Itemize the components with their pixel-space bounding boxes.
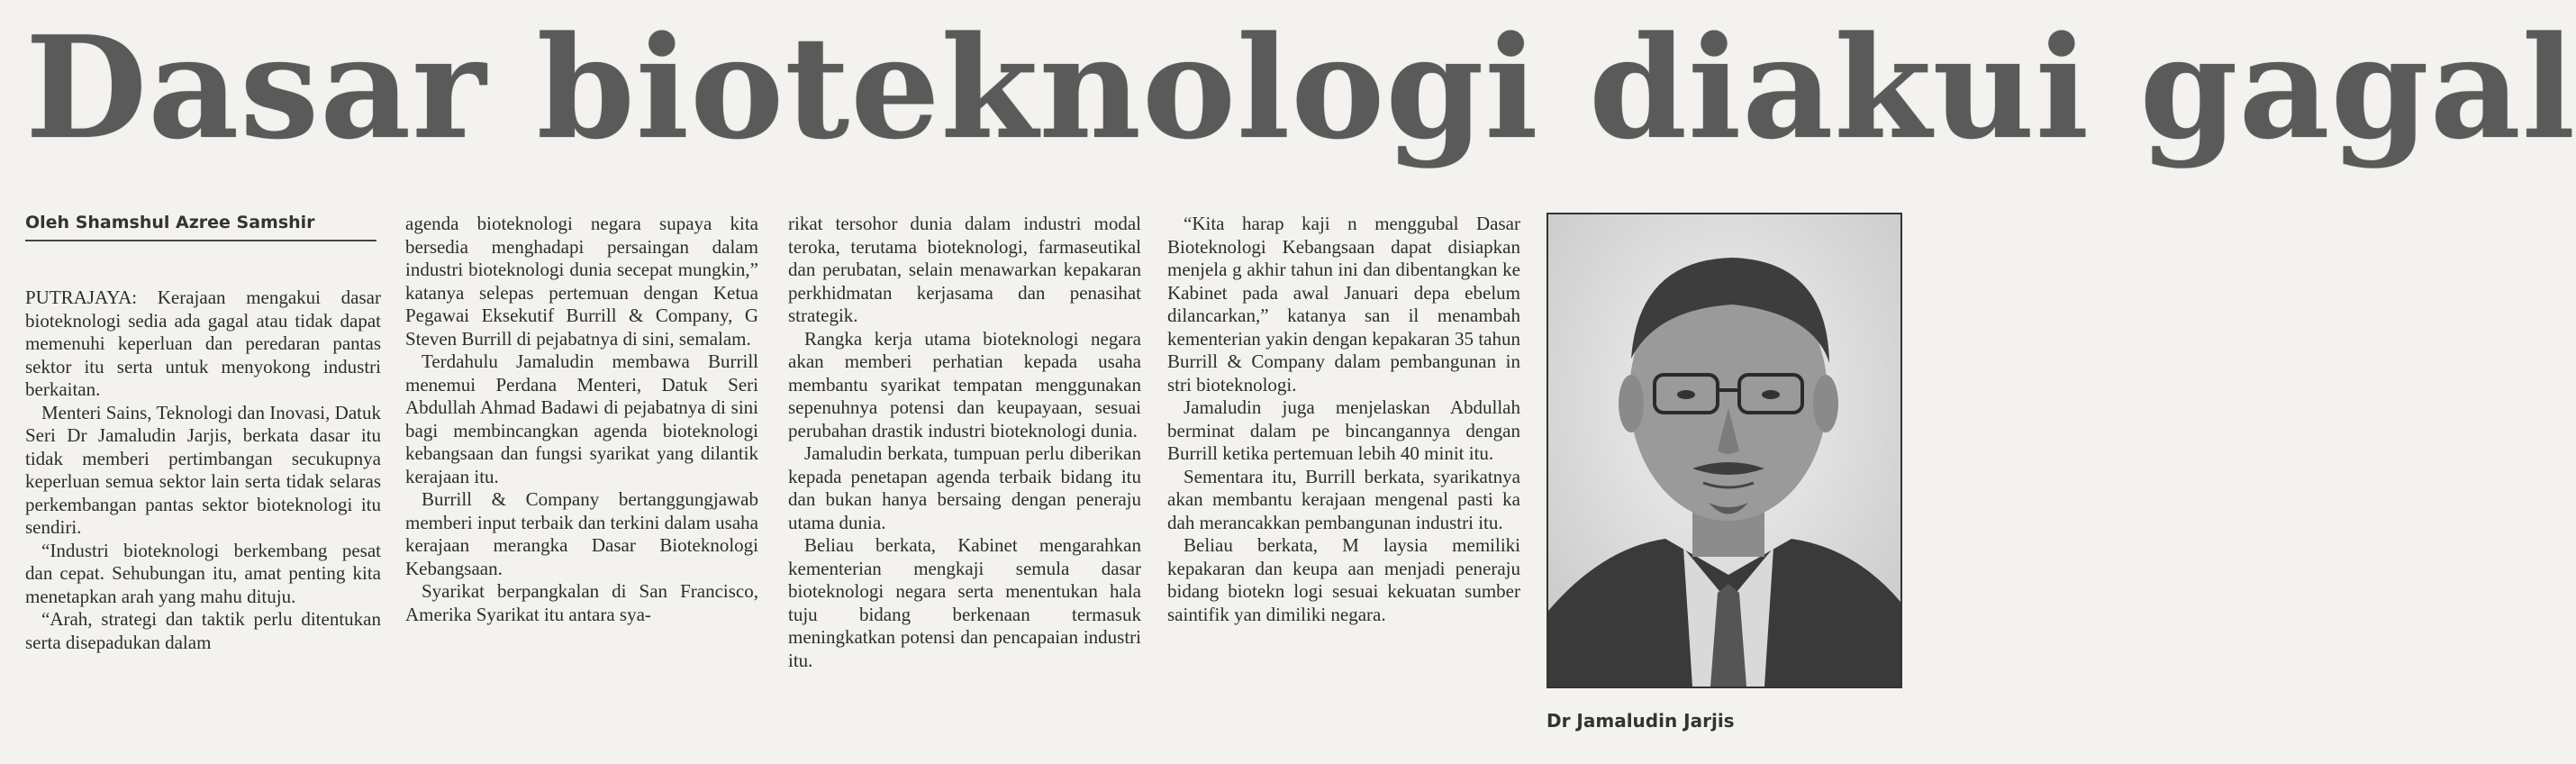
paragraph: rikat tersohor dunia dalam industri modal teroka, terutama bioteknologi, farmaseutikal dan perubatan, selain menawarkan kepakaran perkhidmatan kerjasama dan penasihat strategik.	[788, 213, 1141, 326]
photo-caption: Dr Jamaludin Jarjis	[1547, 710, 1735, 732]
article-column-4	[1167, 213, 1520, 626]
paragraph: Sementara itu, Burrill berkata, syarikatnya akan membantu kerajaan mengenal pasti ka dah merancakkan pembangunan industri itu.	[1167, 465, 1520, 533]
article-column-3	[788, 213, 1141, 672]
portrait-illustration	[1548, 214, 1900, 687]
paragraph: Burrill & Company bertanggungjawab memberi input terbaik dan terkini dalam usaha kerajaan merangka Dasar Bioteknologi Kebangsaan.	[405, 488, 758, 579]
paragraph: “Industri bioteknologi berkembang pesat dan cepat. Sehubungan itu, amat penting kita menetapkan arah yang mahu dituju.	[25, 539, 381, 607]
cropped-bottom-headline	[0, 744, 1927, 764]
paragraph: agenda bioteknologi negara supaya kita bersedia menghadapi persaingan dalam industri bioteknologi dunia secepat mungkin,” katanya selepas pertemuan dengan Ketua Pegawai Eksekutif Burrill & Company, G Steven Burrill di pejabatnya di sini, semalam.	[405, 213, 758, 350]
paragraph: Jamaludin berkata, tumpuan perlu diberikan kepada penetapan agenda terbaik bidang itu dan bukan hanya bersaing dengan peneraju utama dunia.	[788, 442, 1141, 533]
paragraph: Beliau berkata, M laysia memiliki kepakaran dan keupa aan menjadi peneraju bidang biotekn logi sesuai kekuatan sumber saintifik yan dimiliki negara.	[1167, 534, 1520, 625]
paragraph: “Kita harap kaji n menggubal Dasar Bioteknologi Kebangsaan dapat disiapkan menjela g akhir tahun ini dan dibentangkan ke Kabinet pada awal Januari depa ebelum dilancarkan,” katanya san il menambah kementerian yakin dengan kepakaran 35 tahun Burrill & Company dalam pembangunan in stri bioteknologi.	[1167, 213, 1520, 396]
byline: Oleh Shamshul Azree Samshir	[25, 213, 376, 241]
paragraph: “Arah, strategi dan taktik perlu ditentukan serta disepadukan dalam	[25, 608, 381, 653]
article-column-1	[25, 286, 381, 654]
paragraph: Rangka kerja utama bioteknologi negara akan memberi perhatian kepada usaha membantu syarikat tempatan menggunakan sepenuhnya potensi dan keupayaan, sesuai perubahan drastik industri bioteknologi dunia.	[788, 327, 1141, 441]
paragraph: Syarikat berpangkalan di San Francisco, Amerika Syarikat itu antara sya-	[405, 580, 758, 625]
article-column-2	[405, 213, 758, 626]
paragraph: PUTRAJAYA: Kerajaan mengakui dasar bioteknologi sedia ada gagal atau tidak dapat memenuhi keperluan dan peredaran pantas sektor itu serta untuk menyokong industri berkaitan.	[25, 286, 381, 400]
paragraph: Terdahulu Jamaludin membawa Burrill menemui Perdana Menteri, Datuk Seri Abdullah Ahmad Badawi di pejabatnya di sini bagi membincangkan agenda bioteknologi kebangsaan dan fungsi syarikat yang dilantik kerajaan itu.	[405, 350, 758, 487]
headline: Dasar bioteknologi diakui gagal	[25, 5, 2576, 170]
paragraph: Beliau berkata, Kabinet mengarahkan kementerian mengkaji semula dasar bioteknologi negara serta menentukan hala tuju bidang berkenaan termasuk meningkatkan potensi dan pencapaian industri itu.	[788, 534, 1141, 671]
paragraph: Menteri Sains, Teknologi dan Inovasi, Datuk Seri Dr Jamaludin Jarjis, berkata dasar itu tidak memberi pertimbangan secukupnya keperluan semua sektor lain serta tidak selaras perkembangan pantas sektor bioteknologi itu sendiri.	[25, 401, 381, 538]
paragraph: Jamaludin juga menjelaskan Abdullah berminat dalam pe bincangannya dengan Burrill ketika pertemuan lebih 40 minit itu.	[1167, 396, 1520, 464]
portrait-photo	[1547, 213, 1902, 688]
